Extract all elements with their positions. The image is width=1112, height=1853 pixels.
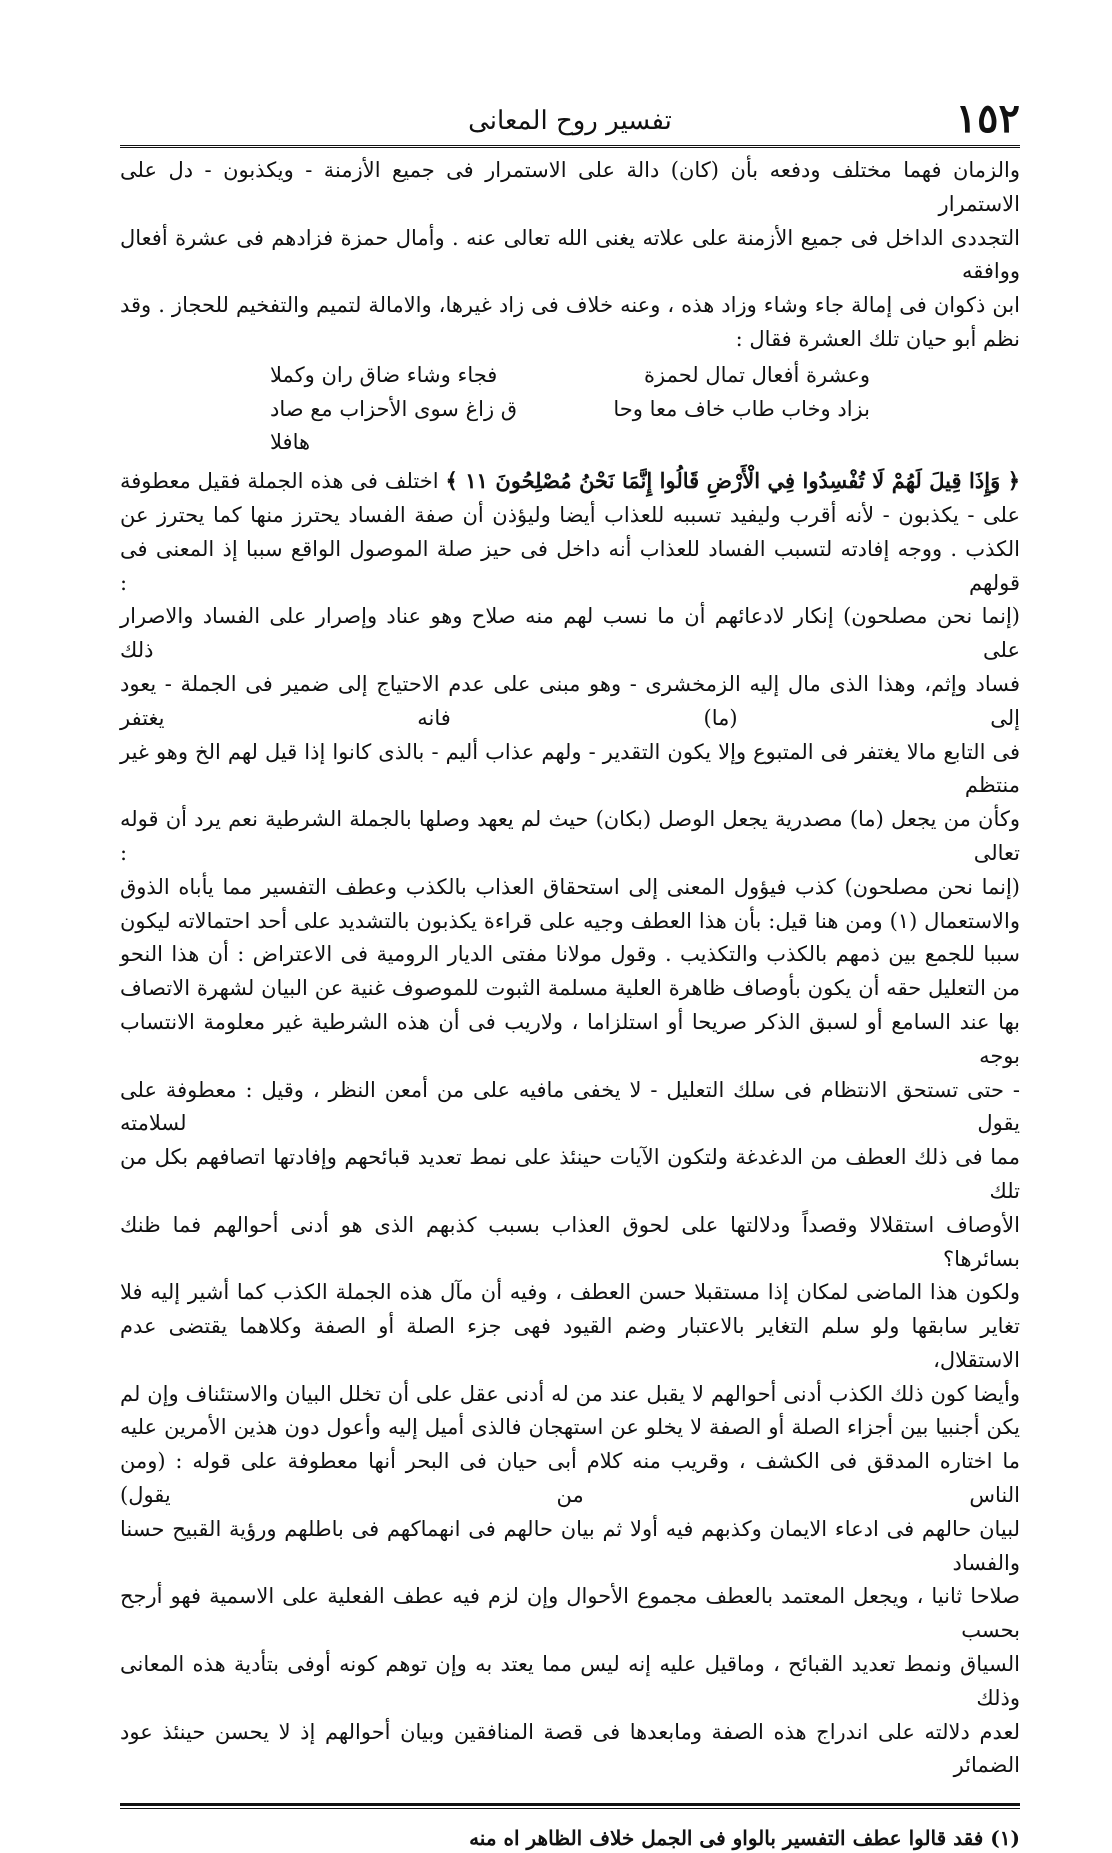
page-number: ١٥٢ [955,95,1020,142]
verse-first-hemistich: بزاد وخاب طاب خاف معا وحا [613,396,870,421]
text-line: الكذب . ووجه إفادته لتسبب الفساد للعذاب أنه داخل فى حيز صلة الموصول الواقع سببا إذ المعنى فى قولهم : [120,536,1020,595]
poem-verse [270,393,870,461]
body-text [120,154,1020,1783]
text-line: سببا للجمع بين ذمهم بالكذب والتكذيب . وقول مولانا مفتى الديار الرومية فى الاعتراض : أن هذا النحو [120,942,1020,967]
page [120,95,1020,1853]
poem-verse [270,359,870,393]
text-line: (إنما نحن مصلحون) إنكار لادعائهم أن ما نسب لهم منه صلاح وهو عناد وإصرار على الفساد والاصرار على ذلك [120,604,1020,663]
text-line: السياق ونمط تعديد القبائح ، وماقيل عليه إنه ليس مما يعتد به وإن توهم كونه أوفى بتأدية هذه المعانى وذلك [120,1652,1020,1710]
text-line: - حتى تستحق الانتظام فى سلك التعليل - لا يخفى مافيه على من أمعن النظر ، وقيل : معطوفة على يقول لسلامته [120,1077,1020,1136]
footnote: (١) فقد قالوا عطف التفسير بالواو فى الجمل خلاف الظاهر اه منه [469,1826,1020,1851]
text-line: على - يكذبون - لأنه أقرب وليفيد تسببه للعذاب أيضا وليؤذن أن صفة الفساد يحترز منها كما يحترز عن [120,502,1020,527]
text-line: تغاير سابقها ولو سلم التغاير بالاعتبار وضم القيود فهى جزء الصلة أو الصفة وكلاهما يقتضى عدم الاستقلال، [120,1314,1020,1372]
text-line: نظم أبو حيان تلك العشرة فقال : [735,326,1020,351]
text-line: ولكون هذا الماضى لمكان إذا مستقبلا حسن العطف ، وفيه أن مآل هذه الجملة الكذب كما أشير إليه فلا [120,1280,1020,1305]
text-line: فى التابع مالا يغتفر فى المتبوع وإلا يكون التقدير - ولهم عذاب أليم - بالذى كانوا إذا قيل لهم الخ وهو غير منتظم [120,739,1020,798]
text-line: الأوصاف استقلالا وقصداً ودلالتها على لحوق العذاب بسبب كذبهم الذى هو أدنى أحوالهم فما ظنك بسائرها؟ [120,1212,1020,1271]
text-line: فساد وإثم، وهذا الذى مال إليه الزمخشرى - وهو مبنى على عدم الاحتياج إلى ضمير فى الجملة - يعود إلى (ما) فانه يغتفر [120,671,1020,730]
text-line: ما اختاره المدقق فى الكشف ، وقريب منه كلام أبى حيان فى البحر أنها معطوفة على قوله : (ومن الناس من يقول) [120,1449,1020,1508]
text-line: والاستعمال (١) ومن هنا قيل: بأن هذا العطف وجيه على قراءة يكذبون بالتشديد على أحد احتمالاته ليكون [120,908,1020,933]
quran-verse: ﴿ وَإِذَا قِيلَ لَهُمْ لَا تُفْسِدُوا فِي الْأَرْضِ قَالُوا إِنَّمَا نَحْنُ مُصْلِحُونَ ١١ ﴾ [445,468,1021,494]
commentary-start: اختلف فى هذه الجملة فقيل معطوفة [120,469,439,494]
text-line: والزمان فهما مختلف ودفعه بأن (كان) دالة على الاستمرار فى جميع الأزمنة - ويكذبون - دل على الاستمرار [120,158,1020,216]
poem [270,359,870,460]
text-line: وكأن من يجعل (ما) مصدرية يجعل الوصل (بكان) حيث لم يعهد وصلها بالجملة الشرطية نعم يرد أن قوله تعالى : [120,807,1020,865]
text-line: بها عند السامع أو لسبق الذكر صريحا أو استلزاما ، ولاريب فى أن هذه الشرطية غير معلومة الانتساب بوجه [120,1009,1020,1068]
page-header [120,95,1020,148]
text-line: وأيضا كون ذلك الكذب أدنى أحوالهم لا يقبل عند من له أدنى عقل على أن تخلل البيان والاستئناف وإن لم [120,1381,1020,1406]
text-line: صلاحا ثانيا ، ويجعل المعتمد بالعطف مجموع الأحوال وإن لزم فيه عطف الفعلية على الاسمية فهو أرجح بحسب [120,1584,1020,1643]
text-line: ابن ذكوان فى إمالة جاء وشاء وزاد هذه ، وعنه خلاف فى زاد غيرها، والامالة لتميم والتفخيم للحجاز . وقد [120,293,1020,318]
quran-verse-line [120,464,1020,499]
verse-first-hemistich: وعشرة أفعال تمال لحمزة [643,362,870,387]
text-line: (إنما نحن مصلحون) كذب فيؤول المعنى إلى استحقاق العذاب بالكذب وعطف التفسير مما يأباه الذوق [120,874,1020,899]
verse-second-hemistich: فجاء وشاء ضاق ران وكملا [270,362,498,387]
verse-second-hemistich: ق زاغ سوى الأحزاب مع صاد هافلا [270,396,518,455]
text-line: من التعليل حقه أن يكون بأوصاف ظاهرة العلية مسلمة الثبوت للموصوف غنية عن البيان لشهرة الاتصاف [120,976,1020,1001]
text-line: لعدم دلالته على اندراج هذه الصفة ومابعدها فى قصة المنافقين وبيان أحوالهم إذ لا يحسن حينئذ عود الضمائر [120,1719,1020,1778]
text-line: التجددى الداخل فى جميع الأزمنة على علاته يغنى الله تعالى عنه . وأمال حمزة فزادهم فى عشرة أفعال ووافقه [120,225,1020,284]
footnote-divider [120,1803,1020,1809]
text-line: لبيان حالهم فى ادعاء الايمان وكذبهم فيه أولا ثم بيان حالهم فى انهماكهم فى باطلهم ورؤية القبيح حسنا والفساد [120,1516,1020,1575]
text-line: مما فى ذلك العطف من الدغدغة ولتكون الآيات حينئذ على نمط تعديد قبائحهم وإفادتها اتصافهم بكل من تلك [120,1145,1020,1203]
running-title: تفسير روح المعانى [468,106,672,136]
text-line: يكن أجنبيا بين أجزاء الصلة أو الصفة لا يخلو عن استهجان فالذى أميل إليه وأعول دون هذين الأمرين عليه [120,1415,1020,1440]
